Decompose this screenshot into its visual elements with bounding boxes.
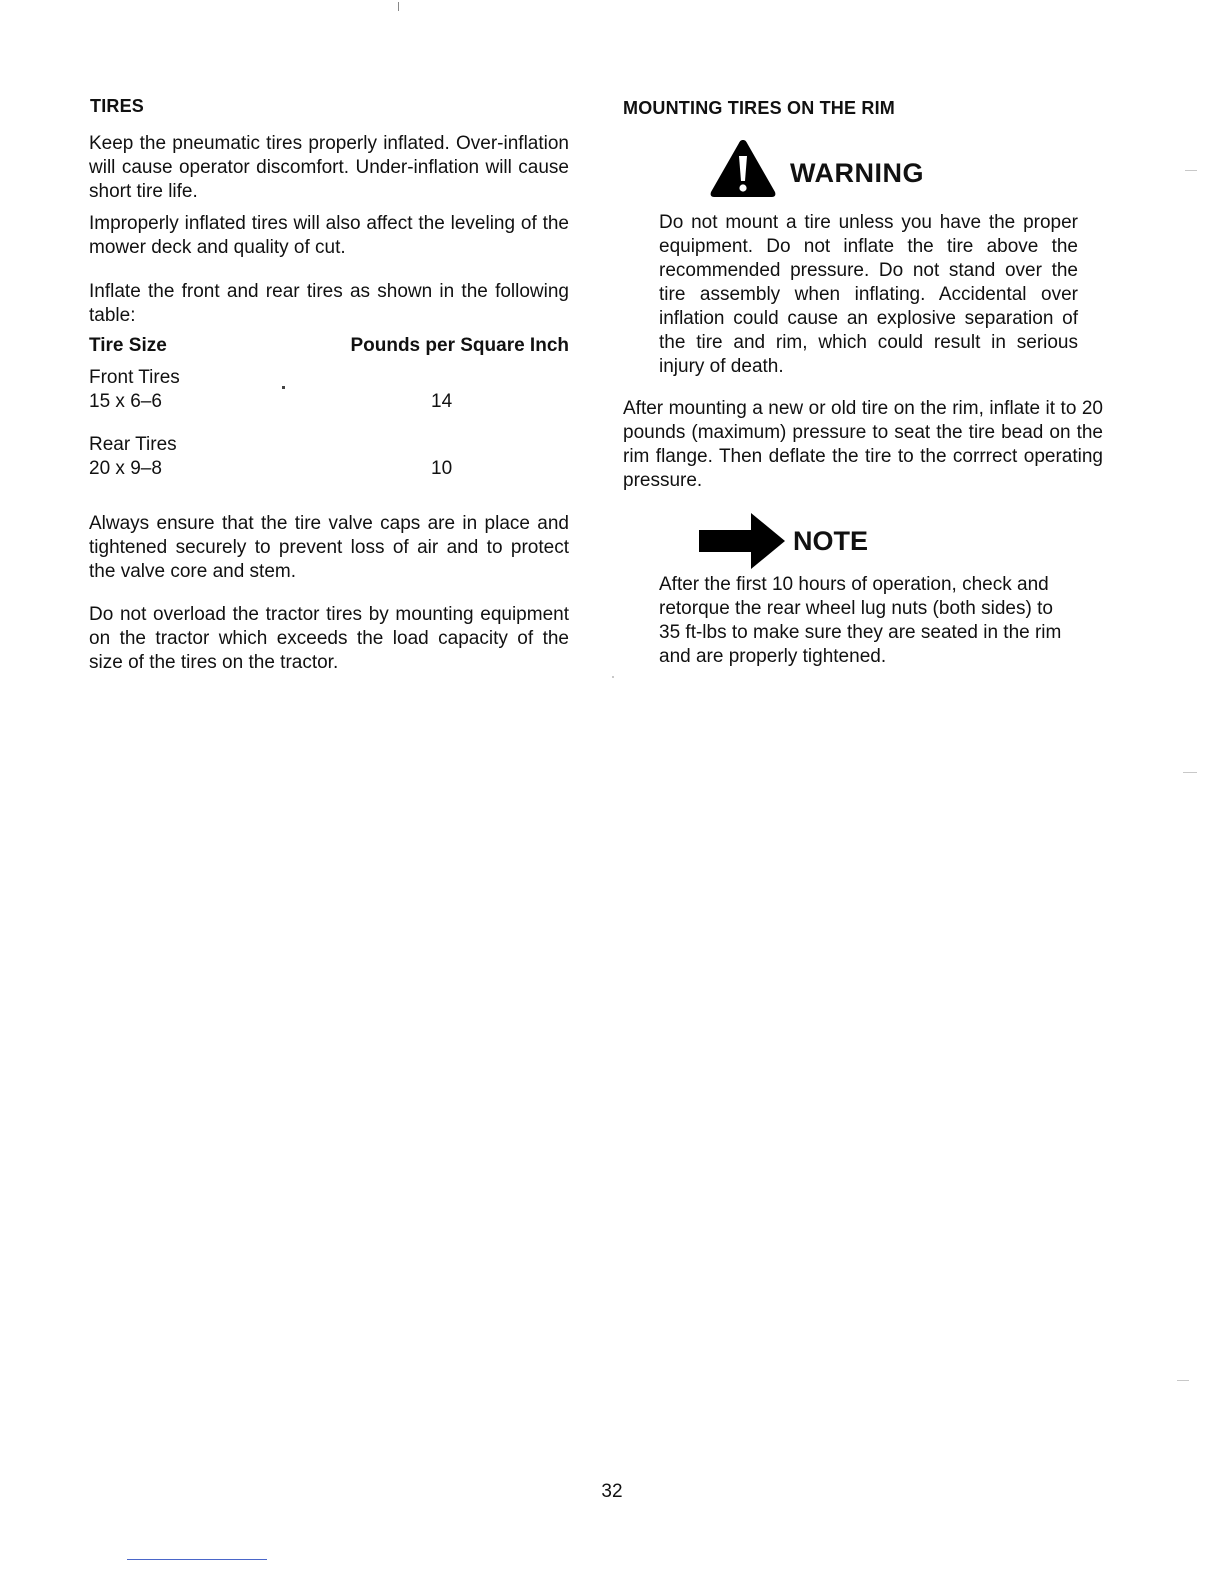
scan-edge-line bbox=[127, 1559, 267, 1560]
table-row-label: Front Tires bbox=[89, 367, 180, 388]
scan-speck bbox=[282, 386, 285, 389]
page-number: 32 bbox=[601, 1481, 623, 1502]
warning-text: Do not mount a tire unless you have the proper equipment. Do not inflate the tire above the recommended pressure. Do not stand over the tire assembly when inflating. Accidental over inflation could cause an explosive separation of the tire and rim, which could result in serious injury of death. bbox=[659, 212, 1078, 377]
scan-speck bbox=[1177, 1380, 1189, 1381]
table-row-psi: 14 bbox=[431, 391, 453, 412]
tires-paragraph-1: Keep the pneumatic tires properly inflated. Over-inflation will cause operator discomfort. Under-inflation will cause short tire life. bbox=[89, 133, 569, 202]
tires-paragraph-2: Improperly inflated tires will also affect the leveling of the mower deck and quality of cut. bbox=[89, 213, 569, 258]
scan-speck bbox=[1183, 772, 1197, 773]
tires-paragraph-4: Always ensure that the tire valve caps are in place and tightened securely to prevent loss of air and to protect the valve core and stem. bbox=[89, 513, 569, 582]
warning-triangle-icon bbox=[709, 138, 777, 198]
table-header-tire-size: Tire Size bbox=[89, 335, 167, 356]
tires-paragraph-3: Inflate the front and rear tires as shown in the following table: bbox=[89, 281, 569, 326]
scan-speck bbox=[398, 2, 399, 11]
table-row-label: Rear Tires bbox=[89, 434, 177, 455]
tires-paragraph-5: Do not overload the tractor tires by mounting equipment on the tractor which exceeds the load capacity of the size of the tires on the tractor. bbox=[89, 604, 569, 673]
mounting-heading: MOUNTING TIRES ON THE RIM bbox=[623, 98, 895, 118]
scan-speck bbox=[1185, 170, 1197, 171]
table-row-psi: 10 bbox=[431, 458, 453, 479]
warning-title: WARNING bbox=[790, 158, 924, 188]
mounting-paragraph: After mounting a new or old tire on the rim, inflate it to 20 pounds (maximum) pressure to seat the tire bead on the rim flange. Then deflate the tire to the corrrect operating pressure. bbox=[623, 398, 1103, 491]
scan-speck bbox=[612, 676, 614, 678]
table-row-size: 20 x 9–8 bbox=[89, 458, 162, 479]
table-header-psi: Pounds per Square Inch bbox=[350, 335, 569, 356]
tires-heading: TIRES bbox=[90, 96, 145, 116]
note-arrow-icon bbox=[699, 513, 785, 569]
note-text: After the first 10 hours of operation, check and retorque the rear wheel lug nuts (both sides) to 35 ft-lbs to make sure they are seated in the rim and are properly tightened. bbox=[659, 574, 1062, 667]
table-row-size: 15 x 6–6 bbox=[89, 391, 162, 412]
note-title: NOTE bbox=[793, 526, 869, 556]
